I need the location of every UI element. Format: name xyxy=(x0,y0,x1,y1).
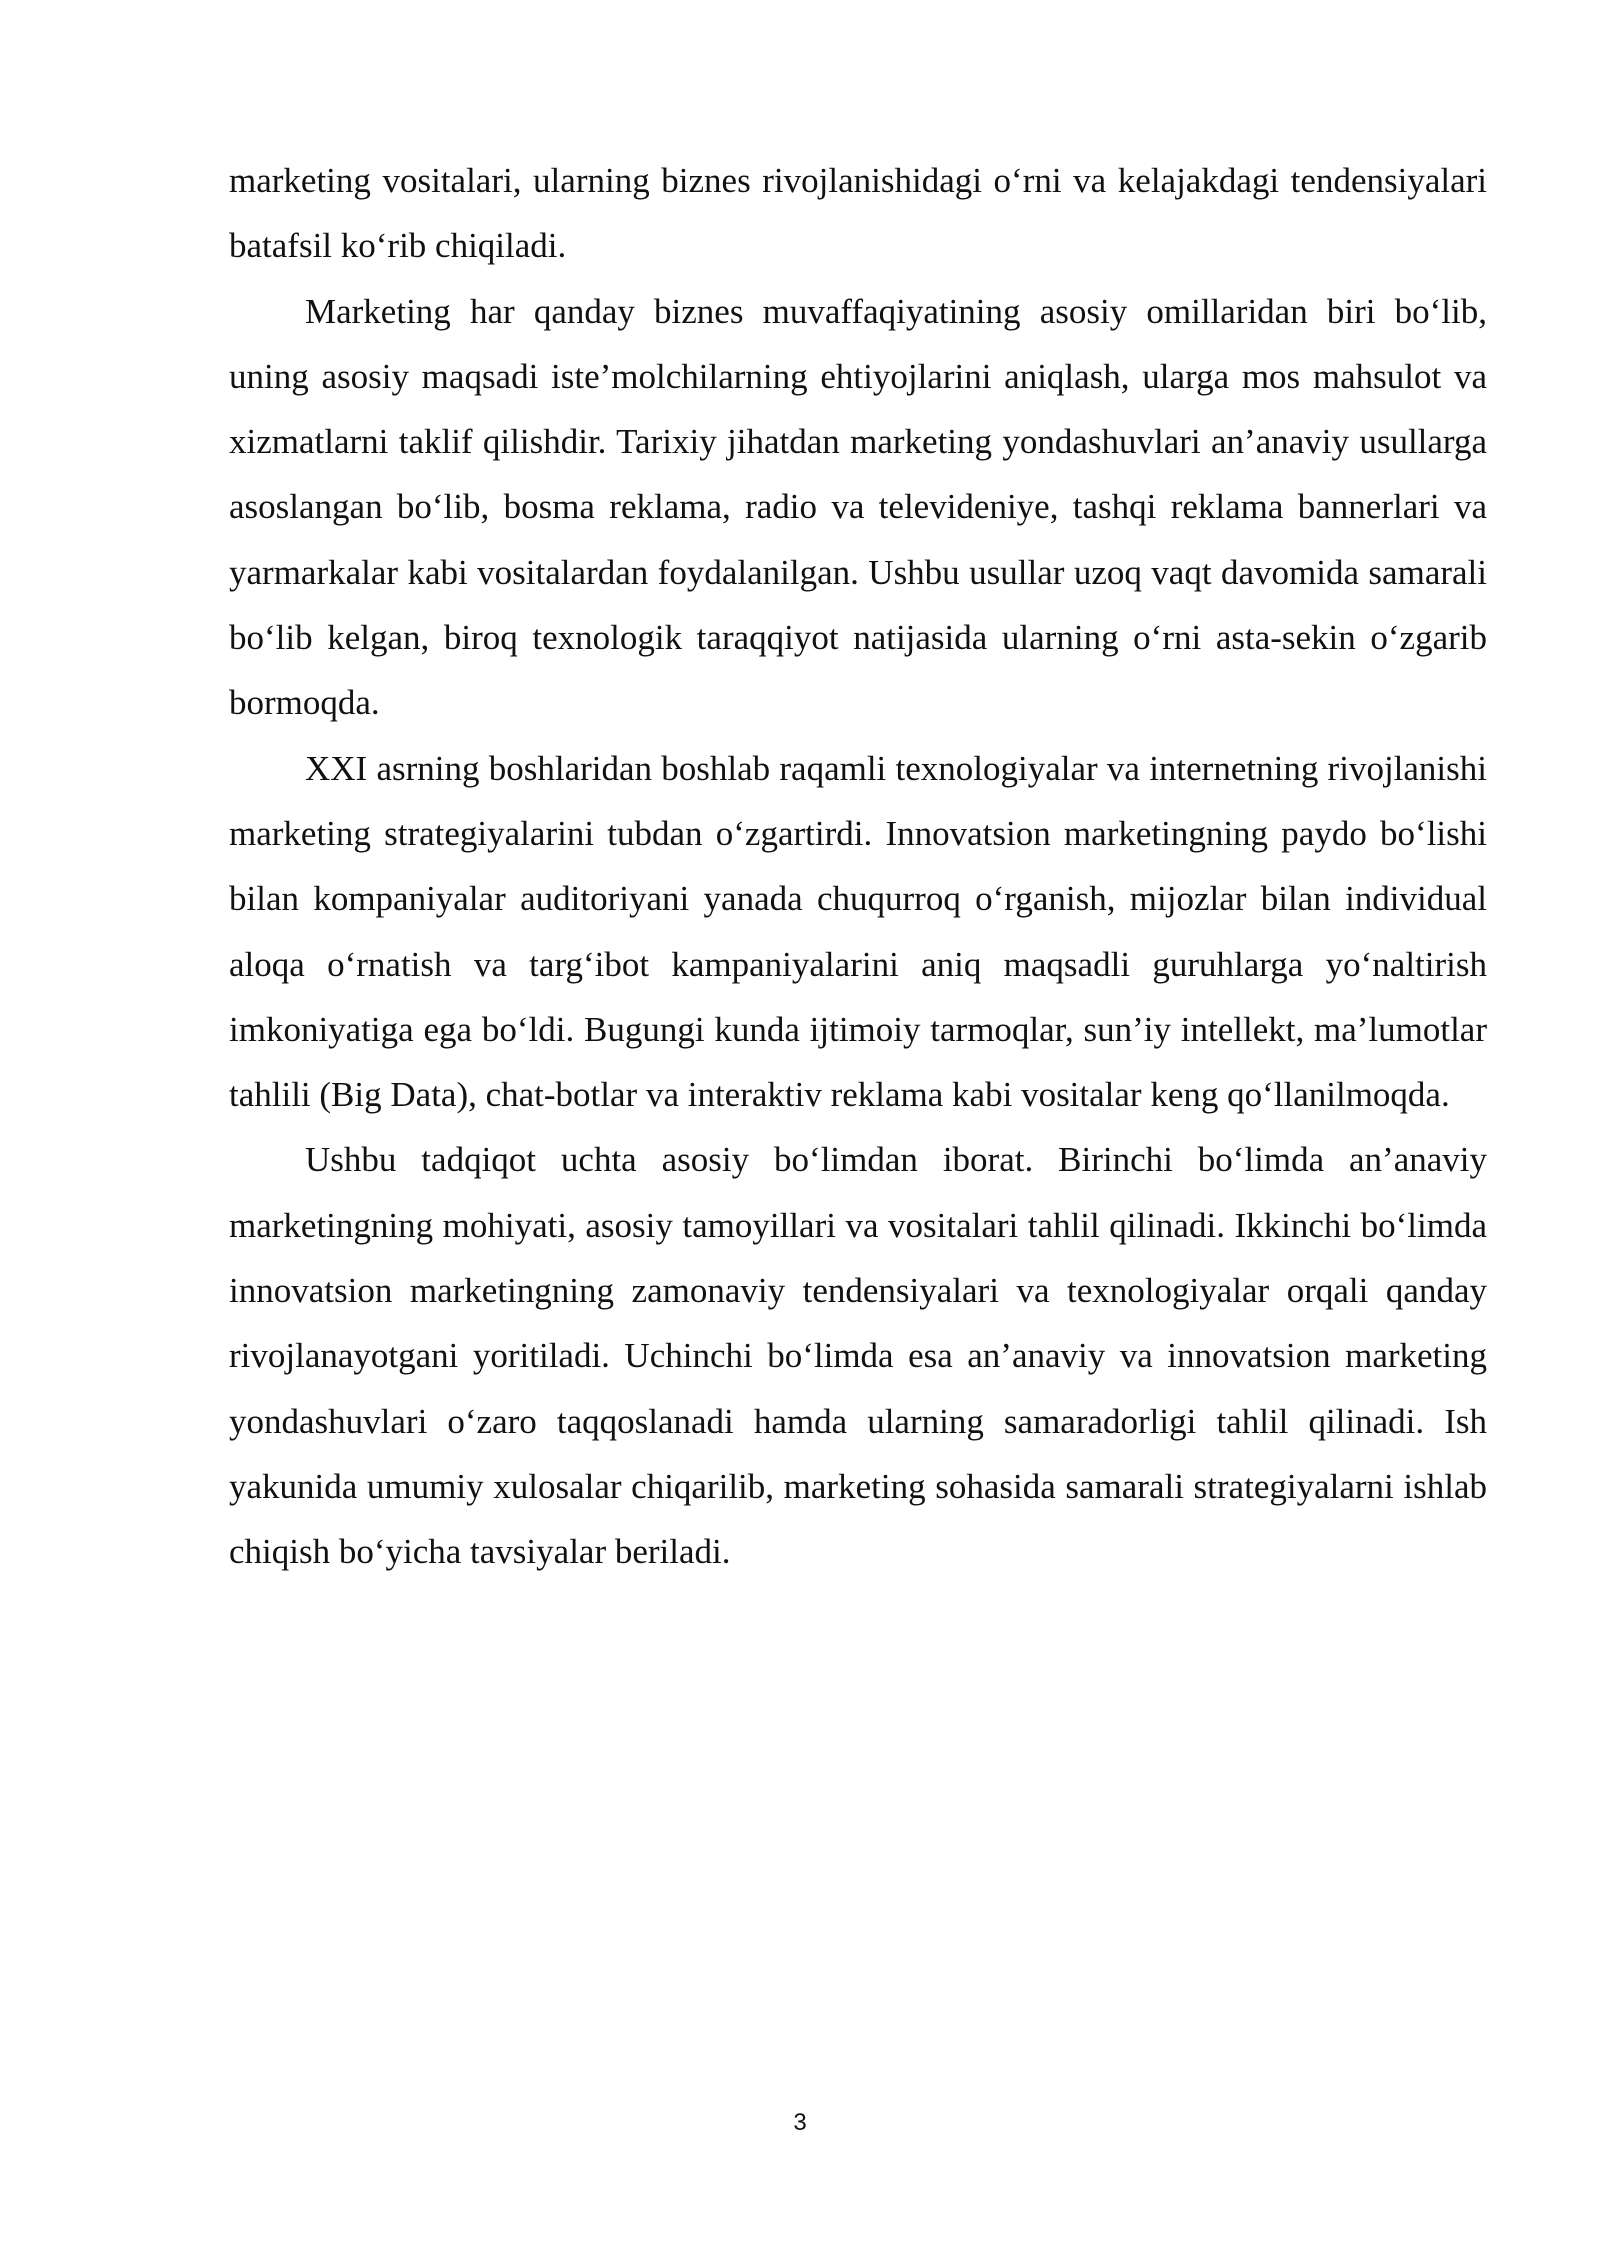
paragraph-continuation: marketing vositalari, ularning biznes rivojlanishidagi o‘rni va kelajakdagi tendensiyalari batafsil ko‘rib chiqiladi. xyxy=(229,161,1487,266)
paragraph-research-structure: Ushbu tadqiqot uchta asosiy bo‘limdan iborat. Birinchi bo‘limda an’anaviy marketingning mohiyati, asosiy tamoyillari va vositalari tahlil qilinadi. Ikkinchi bo‘limda innovatsion marketingning zamonaviy tendensiyalari va texnologiyalar orqali qanday rivojlanayotgani yoritiladi. Uchinchi bo‘limda esa an’anaviy va innovatsion marketing yondashuvlari o‘zaro taqqoslanadi hamda ularning samaradorligi tahlil qilinadi. Ish yakunida umumiy xulosalar chiqarilib, marketing sohasida samarali strategiyalarni ishlab chiqish bo‘yicha tavsiyalar beriladi. xyxy=(229,1140,1487,1572)
page-number: 3 xyxy=(793,2109,807,2136)
paragraph-marketing-intro: Marketing har qanday biznes muvaffaqiyatining asosiy omillaridan biri bo‘lib, uning asosiy maqsadi iste’molchilarning ehtiyojlarini aniqlash, ularga mos mahsulot va xizmatlarni taklif qilishdir. Tarixiy jihatdan marketing yondashuvlari an’anaviy usullarga asoslangan bo‘lib, bosma reklama, radio va televideniye, tashqi reklama bannerlari va yarmarkalar kabi vositalardan foydalanilgan. Ushbu usullar uzoq vaqt davomida samarali bo‘lib kelgan, biroq texnologik taraqqiyot natijasida ularning o‘rni asta-sekin o‘zgarib bormoqda. xyxy=(229,291,1487,723)
body-text xyxy=(229,148,1487,1585)
paragraph-digital-technologies: XXI asrning boshlaridan boshlab raqamli texnologiyalar va internetning rivojlanishi marketing strategiyalarini tubdan o‘zgartirdi. Innovatsion marketingning paydo bo‘lishi bilan kompaniyalar auditoriyani yanada chuqurroq o‘rganish, mijozlar bilan individual aloqa o‘rnatish va targ‘ibot kampaniyalarini aniq maqsadli guruhlarga yo‘naltirish imkoniyatiga ega bo‘ldi. Bugungi kunda ijtimoiy tarmoqlar, sun’iy intellekt, ma’lumotlar tahlili (Big Data), chat-botlar va interaktiv reklama kabi vositalar keng qo‘llanilmoqda. xyxy=(229,748,1487,1115)
